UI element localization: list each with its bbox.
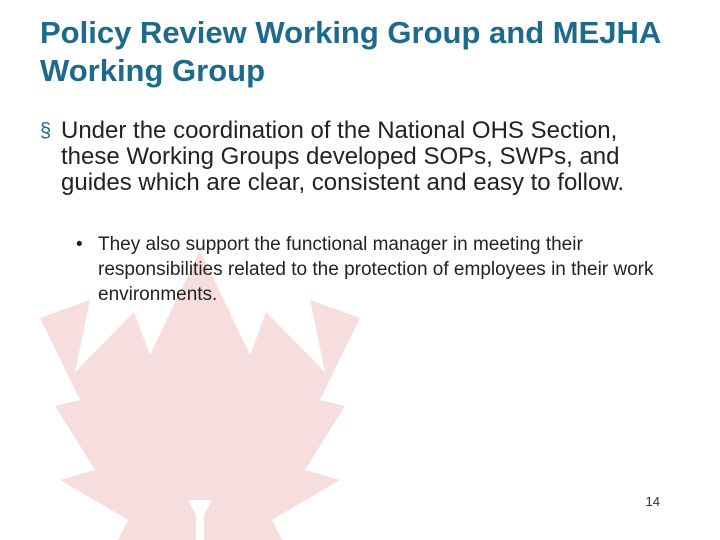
slide-title: Policy Review Working Group and MEJHA Working Group — [40, 15, 661, 88]
section-bullet-marker: § — [40, 120, 52, 142]
sub-bullet-text: They also support the functional manager in meeting their responsibilities related to the protection of employees in their work environments. — [98, 234, 654, 305]
main-bullet — [40, 118, 680, 196]
sub-bullet-marker: • — [76, 234, 83, 255]
main-bullet-text: Under the coordination of the National OHS Section, these Working Groups developed SOPs, SWPs, and guides which are clear, consistent and easy to follow. — [61, 117, 624, 196]
sub-bullet — [76, 232, 676, 307]
page-number: 14 — [645, 494, 660, 509]
